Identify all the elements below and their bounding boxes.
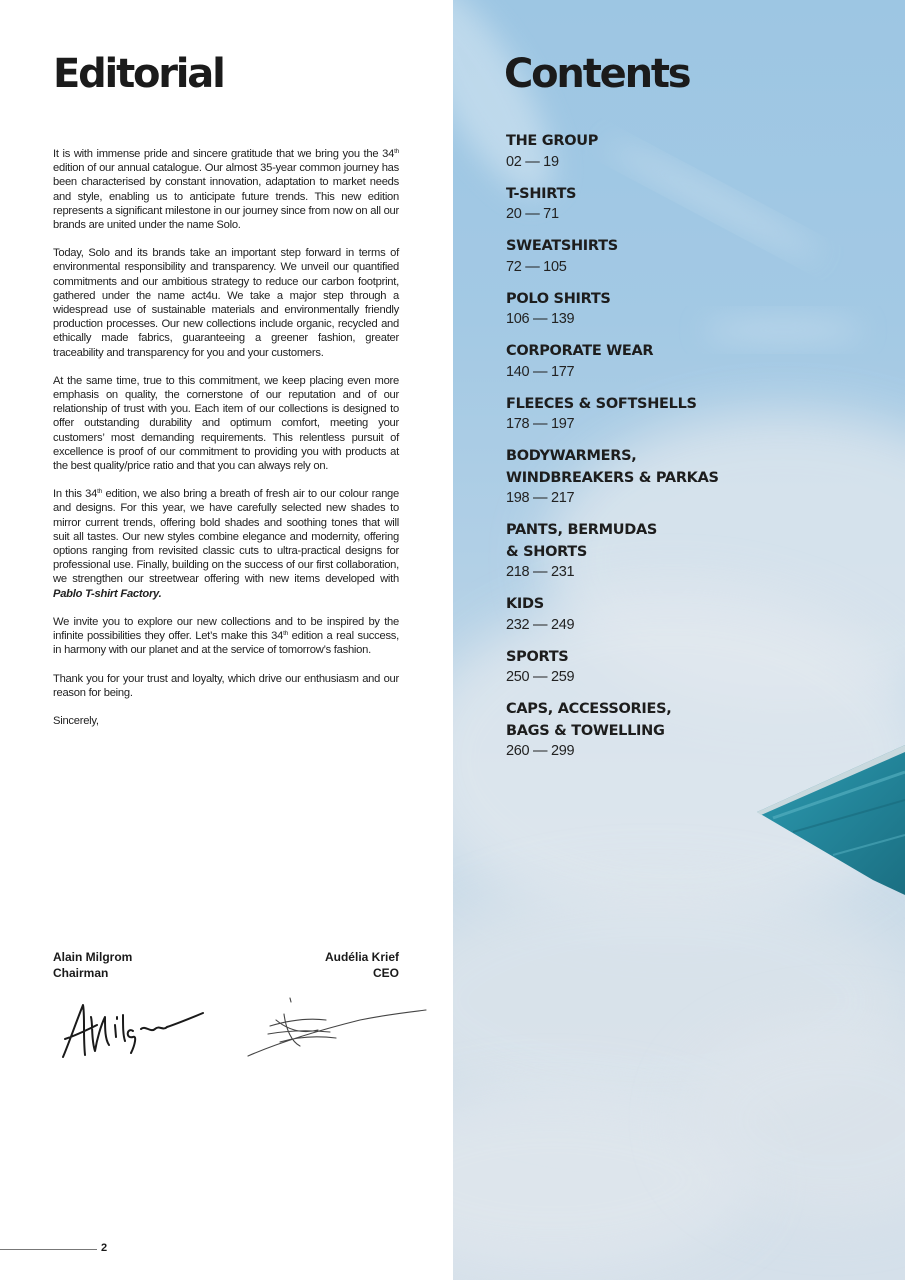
toc-page-range: 198 — 217 — [506, 490, 575, 506]
letter-paragraph: Thank you for your trust and loyalty, which drive our enthusiasm and our reason for being. — [53, 672, 399, 699]
toc-item-caps-accessories[interactable] — [506, 699, 806, 761]
signers — [53, 949, 399, 989]
toc-label: BODYWARMERS, WINDBREAKERS & PARKAS — [506, 448, 719, 486]
ordinal-suffix: th — [97, 488, 103, 496]
signer-role: CEO — [372, 966, 399, 980]
toc-item-sweatshirts[interactable] — [506, 236, 806, 277]
toc-label: PANTS, BERMUDAS & SHORTS — [506, 522, 658, 560]
toc-item-bodywarmers[interactable] — [506, 446, 806, 508]
toc-label: FLEECES & SOFTSHELLS — [506, 395, 697, 412]
toc-page-range: 260 — 299 — [506, 743, 575, 759]
toc-item-polo-shirts[interactable] — [506, 289, 806, 330]
toc-label: POLO SHIRTS — [506, 290, 611, 307]
toc-item-corporate-wear[interactable] — [506, 341, 806, 382]
toc-item-sports[interactable] — [506, 647, 806, 688]
paragraph-text: edition a real success, in harmony with our planet and at the service of tomorrow’s fashion. — [53, 630, 399, 657]
paragraph-text: In this 34 — [53, 488, 98, 501]
letter-closing: Sincerely, — [53, 714, 99, 727]
letter-paragraph: Today, Solo and its brands take an important step forward in terms of environmental responsibility and transparency. We unveil our quantified commitments and our ambitious strategy to reduce our carbon footprint, gathered under the name act4u. We take a major step through a widespread use of sustainable materials and environmentally friendly production processes. Our new collections include organic, recycled and ethically made fabrics, guaranteeing a greener fashion, greater traceability and transparency for you and your customers. — [53, 247, 399, 359]
toc-page-range: 72 — 105 — [506, 258, 567, 275]
paragraph-text: We invite you to explore our new collections and to be inspired by the infinite possibilities they offer. Let’s make this 34 — [53, 615, 399, 643]
letter-paragraph: At the same time, true to this commitment, we keep placing even more emphasis on quality, the cornerstone of our reputation and of our relationship of trust with you. Each item of our collections is designed to offer outstanding durability and optimum comfort, meeting your customers’ most demanding requirements. This relentless pursuit of excellence is proof of our commitment to providing you with products at the best quality/price ratio and that you can always rely on. — [53, 374, 399, 473]
toc-label: SPORTS — [506, 648, 569, 665]
editorial-title: Editorial — [53, 51, 224, 97]
toc-page-range: 250 — 259 — [506, 669, 575, 685]
letter-paragraph — [53, 615, 399, 658]
editorial-letter — [53, 133, 399, 742]
contents-title: Contents — [504, 51, 690, 97]
contents-page — [453, 0, 905, 1280]
ordinal-suffix: th — [394, 148, 399, 155]
toc-page-range: 232 — 249 — [506, 616, 575, 633]
toc-page-range: 20 — 71 — [506, 206, 559, 222]
signer-name: Alain Milgrom — [53, 950, 133, 964]
toc-item-pants[interactable] — [506, 520, 806, 582]
toc-item-t-shirts[interactable] — [506, 184, 806, 225]
toc-label: SWEATSHIRTS — [506, 238, 618, 254]
folio-rule — [0, 1249, 97, 1250]
ordinal-suffix: th — [283, 630, 289, 638]
toc-page-range: 178 — 197 — [506, 416, 575, 432]
signer-chairman — [53, 949, 132, 981]
toc-label: CAPS, ACCESSORIES, BAGS & TOWELLING — [506, 701, 672, 739]
paragraph-text: edition of our annual catalogue. Our almost 35-year common journey has been characterised by constant innovation, adaptation to market needs and style, enabling us to anticipate future trends. This new edition represents a significant milestone in our journey since from now on all our brands are united under the name Solo. — [53, 162, 399, 232]
paragraph-text: edition, we also bring a breath of fresh air to our colour range and designs. For this year, we have carefully selected new shades to mirror current trends, offering bold shades and soothing tones that will suit all tastes. Our new styles combine elegance and modernity, offering options ranging from revisited classic cuts to ultra-practical designs for professional use. Finally, building on the success of our first collaboration, we strengthen our streetwear offering with new items developed with — [53, 488, 399, 586]
toc-label: T-SHIRTS — [506, 185, 577, 202]
toc-label: CORPORATE WEAR — [506, 343, 654, 359]
toc-page-range: 106 — 139 — [506, 311, 575, 327]
toc-label: THE GROUP — [506, 133, 599, 149]
toc-label: KIDS — [506, 596, 544, 612]
signer-role: Chairman — [53, 966, 109, 980]
toc-page-range: 140 — 177 — [506, 363, 575, 380]
toc-page-range: 218 — 231 — [506, 564, 575, 580]
signature-milgrom — [55, 995, 215, 1065]
signer-ceo — [325, 949, 399, 981]
signer-name: Audélia Krief — [324, 950, 399, 964]
toc-page-range: 02 — 19 — [506, 153, 559, 170]
toc-item-kids[interactable] — [506, 594, 806, 635]
toc-item-fleeces-softshells[interactable] — [506, 394, 806, 435]
signature-krief — [240, 990, 430, 1060]
page-number: 2 — [101, 1242, 108, 1254]
letter-paragraph — [53, 487, 399, 601]
brand-name: Pablo T-shirt Factory. — [53, 587, 162, 600]
letter-paragraph — [53, 147, 399, 232]
toc-item-the-group[interactable] — [506, 131, 806, 172]
paragraph-text: It is with immense pride and sincere gratitude that we bring you the 34 — [53, 148, 395, 160]
table-of-contents — [506, 131, 806, 773]
